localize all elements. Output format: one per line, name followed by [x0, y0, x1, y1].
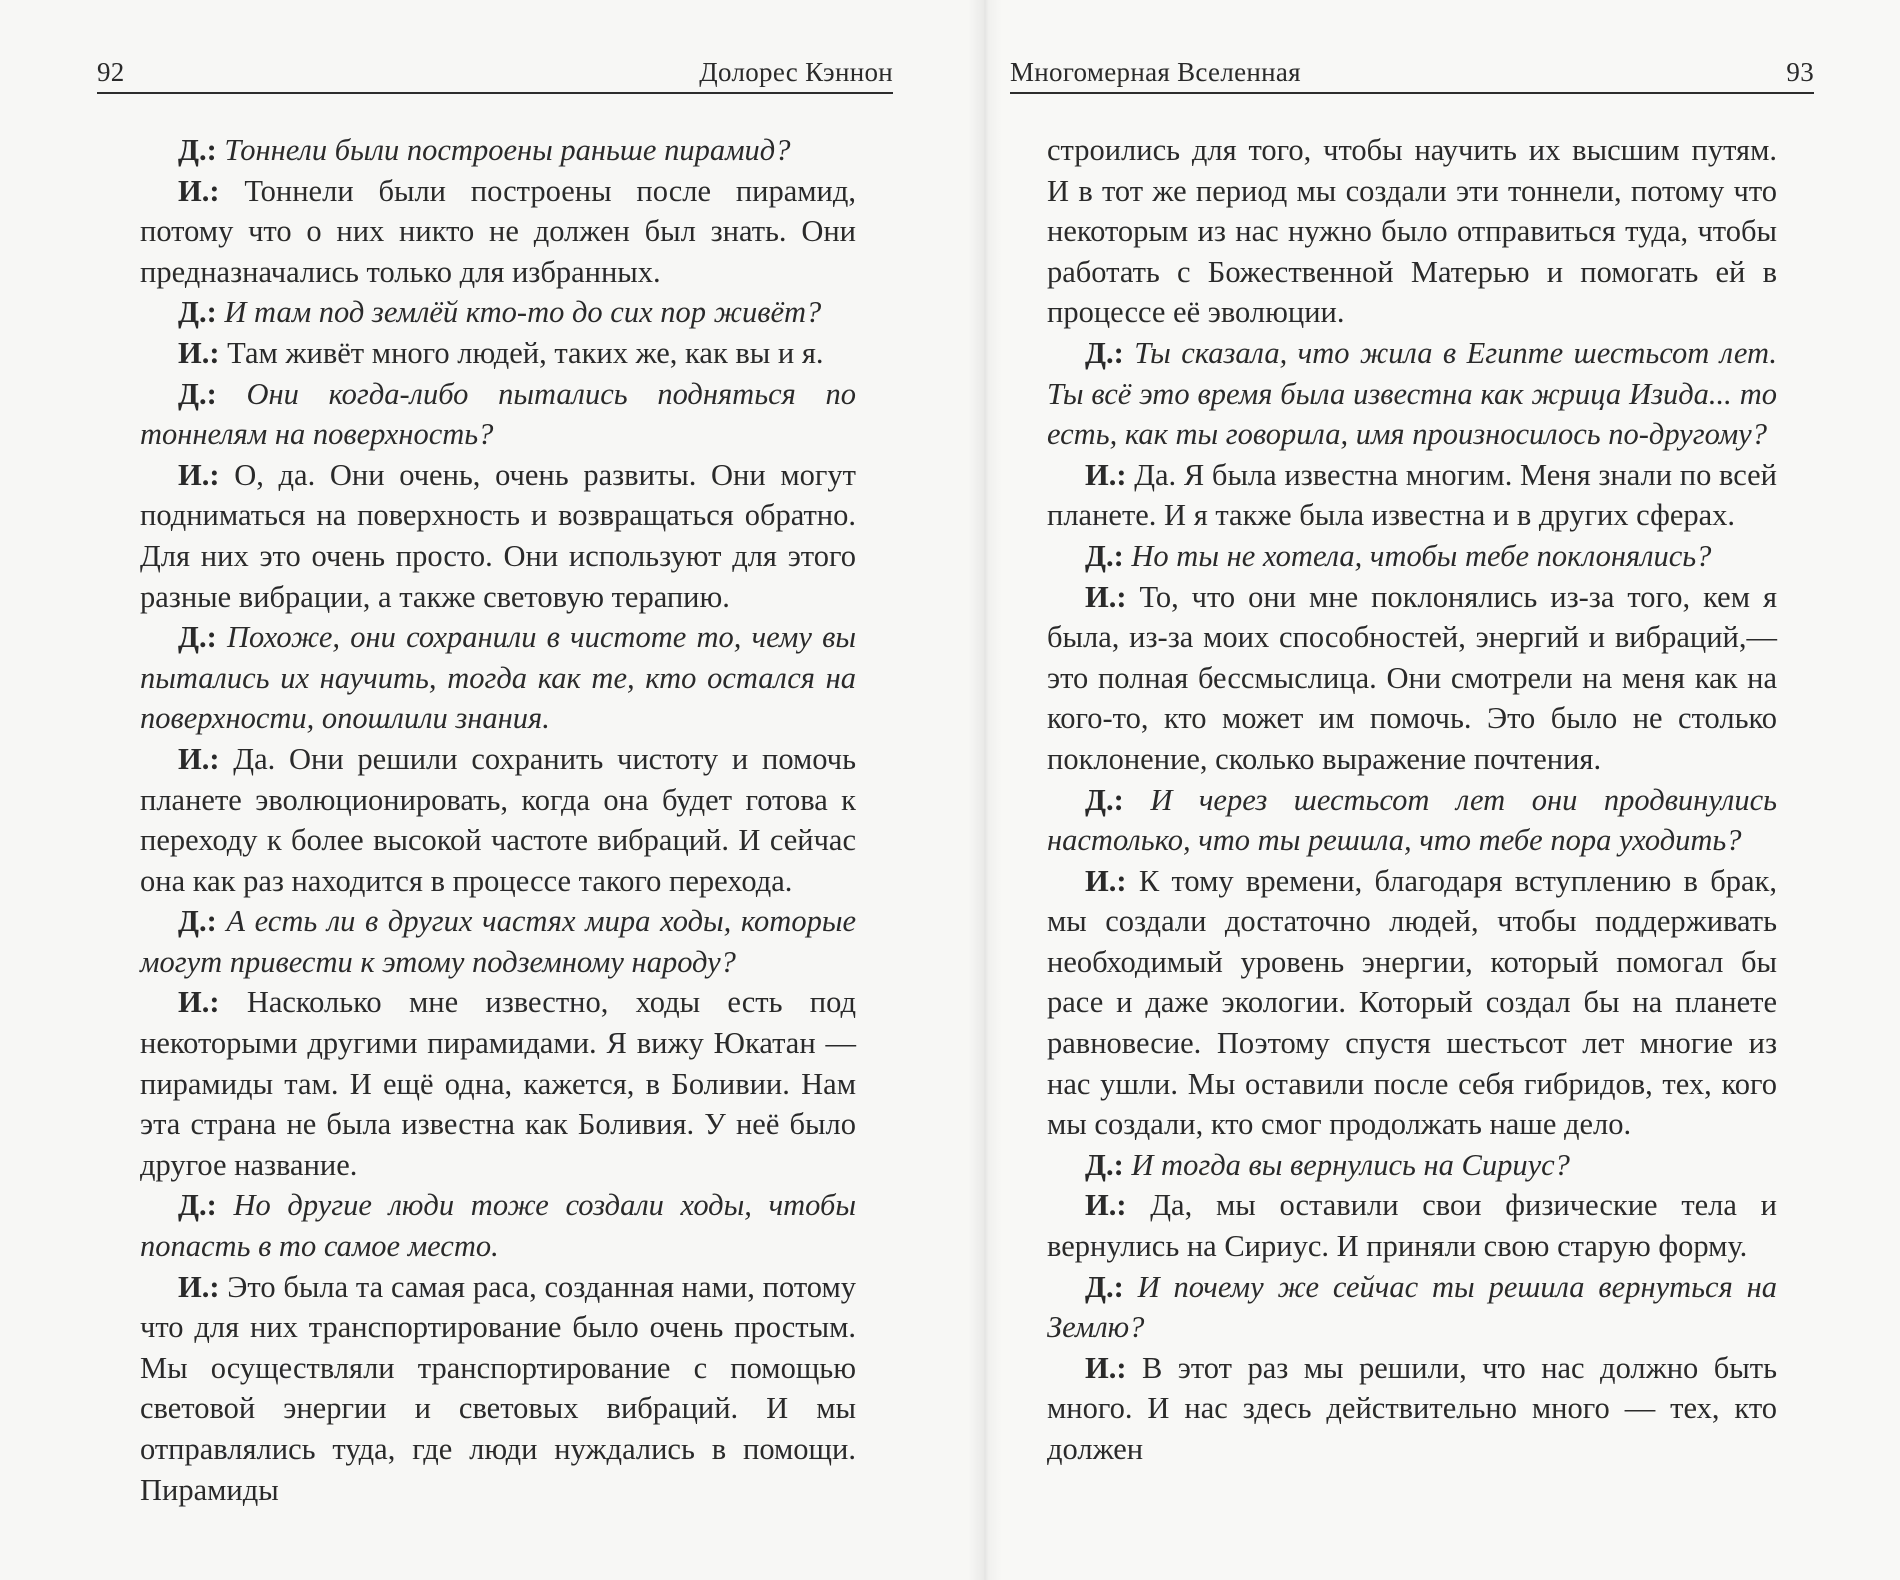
question-paragraph: [140, 617, 856, 739]
book-gutter: [968, 0, 1002, 1580]
answer-text: Насколько мне известно, ходы есть под некоторыми другими пирамидами. Я вижу Юкатан — пирамиды там. И ещё одна, кажется, в Боливии. Нам эта страна не была известна как Боливия. У неё было другое название.: [140, 985, 856, 1182]
speaker-label: Д.:: [178, 620, 217, 655]
right-page: [985, 0, 1900, 1580]
answer-paragraph: [140, 455, 856, 617]
right-page-header: [1010, 52, 1814, 94]
question-paragraph: [1047, 333, 1777, 455]
answer-text: Там живёт много людей, таких же, как вы и я.: [227, 335, 824, 370]
speaker-label: Д.:: [1085, 538, 1124, 573]
question-text: Но ты не хотела, чтобы тебе поклонялись?: [1131, 538, 1712, 573]
question-paragraph: [1047, 780, 1777, 861]
question-text: Похоже, они сохранили в чистоте то, чему вы пытались их научить, тогда как те, кто остался на поверхности, опошлили знания.: [140, 620, 856, 736]
answer-text: Да. Я была известна многим. Меня знали по всей планете. И я также была известна и в других сферах.: [1047, 457, 1778, 533]
speaker-label: И.:: [178, 1269, 220, 1304]
question-text: И тогда вы вернулись на Сириус?: [1131, 1147, 1570, 1182]
answer-text: Это была та самая раса, созданная нами, потому что для них транспортирование было очень простым. Мы осуществляли транспортирование с помощью световой энергии и световых вибраций. И мы отправлялись туда, где люди нуждались в помощи. Пирамиды: [140, 1269, 856, 1507]
speaker-label: И.:: [1085, 1188, 1127, 1223]
speaker-label: Д.:: [178, 376, 217, 411]
speaker-label: И.:: [178, 335, 220, 370]
speaker-label: И.:: [178, 741, 220, 776]
answer-text: К тому времени, благодаря вступлению в брак, мы создали достаточно людей, чтобы поддерживать необходимый уровень энергии, который помогал бы расе и даже экологии. Который создал бы на планете равновесие. Поэтому спустя шестьсот лет многие из нас ушли. Мы оставили после себя гибридов, тех, кого мы создали, кто смог продолжать наше дело.: [1047, 863, 1778, 1142]
question-paragraph: [1047, 1145, 1777, 1186]
answer-paragraph: [1047, 455, 1777, 536]
speaker-label: Д.:: [1085, 335, 1124, 370]
question-paragraph: [140, 292, 856, 333]
speaker-label: Д.:: [178, 133, 217, 167]
answer-paragraph: [140, 171, 856, 293]
question-text: И почему же сейчас ты решила вернуться на Землю?: [1047, 1269, 1778, 1345]
answer-paragraph: [140, 982, 856, 1185]
answer-paragraph: [1047, 1185, 1777, 1266]
answer-paragraph: [140, 333, 856, 374]
question-text: Они когда-либо пытались подняться по тоннелям на поверхность?: [140, 376, 856, 452]
answer-text: Да. Они решили сохранить чистоту и помочь планете эволюционировать, когда она будет готова к переходу к более высокой частоте вибраций. И сейчас она как раз находится в процессе такого перехода.: [140, 741, 857, 898]
question-text: И там под землёй кто-то до сих пор живёт?: [224, 295, 822, 330]
question-text: Но другие люди тоже создали ходы, чтобы попасть в то самое место.: [140, 1188, 857, 1264]
question-paragraph: [1047, 1267, 1777, 1348]
answer-text: То, что они мне поклонялись из-за того, кем я была, из-за моих способностей, энергий и вибраций,— это полная бессмыслица. Они смотрели на меня как на кого-то, кто может им помочь. Это было не столько поклонение, сколько выражение почтения.: [1047, 579, 1778, 776]
question-paragraph: [140, 1185, 856, 1266]
right-running-head: Многомерная Вселенная: [1010, 57, 1301, 87]
speaker-label: И.:: [178, 985, 220, 1020]
left-page-text: [140, 130, 856, 1510]
answer-paragraph: [140, 1267, 856, 1511]
answer-paragraph: [140, 739, 856, 901]
speaker-label: И.:: [1085, 863, 1127, 898]
speaker-label: Д.:: [1085, 782, 1124, 817]
speaker-label: Д.:: [178, 295, 217, 330]
speaker-label: Д.:: [178, 1188, 217, 1223]
question-paragraph: [140, 901, 856, 982]
speaker-label: И.:: [178, 457, 220, 492]
speaker-label: И.:: [1085, 457, 1127, 492]
answer-paragraph: [1047, 577, 1777, 780]
question-paragraph: [1047, 536, 1777, 577]
question-paragraph: [140, 130, 856, 171]
answer-paragraph: [1047, 1348, 1777, 1470]
speaker-label: Д.:: [1085, 1269, 1124, 1304]
answer-text: В этот раз мы решили, что нас должно быть много. И нас здесь действительно много — тех, кто должен: [1047, 1350, 1778, 1466]
left-running-head: Долорес Кэннон: [699, 57, 893, 87]
right-page-number: 93: [1786, 57, 1814, 87]
question-text: И через шестьсот лет они продвинулись настолько, что ты решила, что тебе пора уходить?: [1047, 782, 1777, 858]
question-text: Ты сказала, что жила в Египте шестьсот лет. Ты всё это время была известна как жрица Изида... то есть, как ты говорила, имя произносилось по-другому?: [1047, 335, 1778, 452]
left-page-number: 92: [97, 57, 125, 87]
continuation-paragraph: [1047, 130, 1777, 333]
question-text: А есть ли в других частях мира ходы, которые могут привести к этому подземному народу?: [140, 904, 857, 979]
answer-text: строились для того, чтобы научить их высшим путям. И в тот же период мы создали эти тоннели, потому что некоторым из нас нужно было отправиться туда, чтобы работать с Божественной Матерью и помогать ей в процессе её эволюции.: [1047, 133, 1777, 330]
speaker-label: И.:: [1085, 579, 1127, 614]
answer-text: Тоннели были построены после пирамид, потому что о них никто не должен был знать. Они предназначались только для избранных.: [140, 173, 857, 289]
question-paragraph: [140, 374, 856, 455]
answer-text: Да, мы оставили свои физические тела и вернулись на Сириус. И приняли свою старую форму.: [1047, 1188, 1777, 1264]
speaker-label: Д.:: [1085, 1147, 1124, 1182]
right-page-text: [1047, 130, 1777, 1470]
answer-text: О, да. Они очень, очень развиты. Они могут подниматься на поверхность и возвращаться обратно. Для них это очень просто. Они используют для этого разные вибрации, а также световую терапию.: [140, 457, 857, 614]
question-text: Тоннели были построены раньше пирамид?: [224, 133, 791, 167]
speaker-label: И.:: [178, 173, 220, 208]
answer-paragraph: [1047, 861, 1777, 1145]
speaker-label: Д.:: [178, 904, 217, 939]
left-page-header: [97, 52, 893, 94]
speaker-label: И.:: [1085, 1350, 1127, 1385]
